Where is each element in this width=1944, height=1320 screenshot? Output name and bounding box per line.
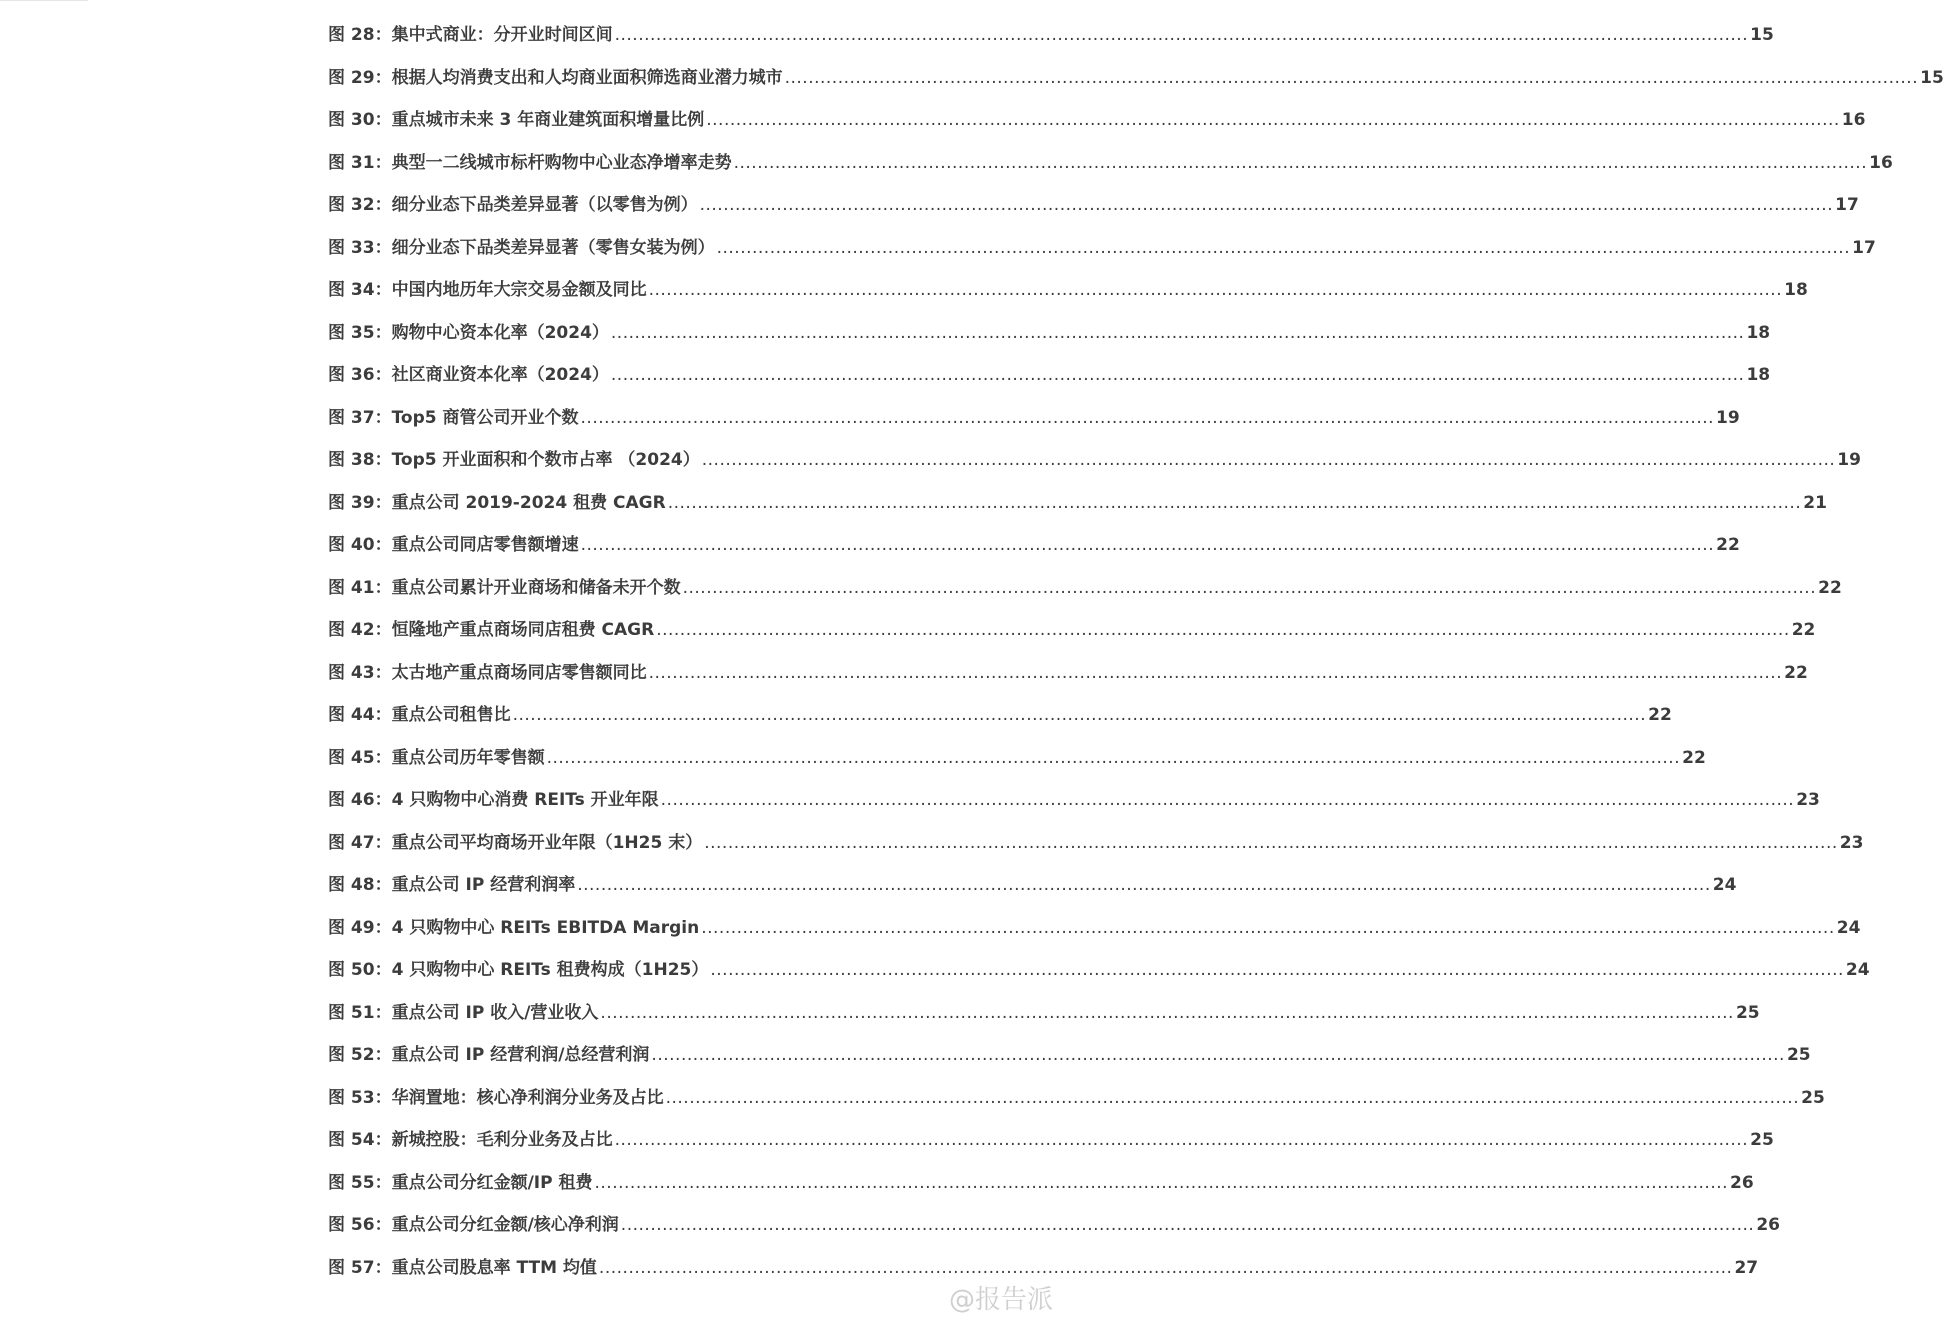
toc-entry[interactable] — [328, 403, 1740, 446]
page-number: 17 — [1852, 237, 1876, 258]
toc-entry[interactable] — [328, 658, 1808, 701]
page-number: 25 — [1750, 1130, 1774, 1150]
figure-label: 图 52： — [328, 1045, 392, 1065]
page-number: 23 — [1839, 832, 1864, 853]
toc-entry[interactable] — [328, 318, 1771, 361]
figure-title: 4 只购物中心 REITs 租费构成（1H25） — [391, 960, 709, 980]
figure-label: 图 53： — [328, 1087, 392, 1108]
page-number: 27 — [1734, 1257, 1759, 1278]
figure-label: 图 35： — [328, 322, 392, 343]
figure-title: 购物中心资本化率（2024） — [391, 322, 609, 343]
dot-leader — [581, 408, 1715, 428]
figure-title: Top5 开业面积和个数市占率 （2024） — [391, 450, 700, 470]
figure-label: 图 47： — [328, 832, 392, 853]
figure-title: 重点公司历年零售额 — [391, 747, 545, 768]
dot-leader — [513, 705, 1647, 725]
figure-title: 重点城市未来 3 年商业建筑面积增量比例 — [391, 110, 705, 130]
table-of-figures — [328, 20, 1944, 1295]
page-number: 16 — [1869, 152, 1893, 173]
toc-entry[interactable] — [328, 445, 1861, 488]
dot-leader — [547, 748, 1681, 768]
page-number: 18 — [1746, 365, 1771, 385]
dot-leader — [734, 153, 1868, 173]
page-number: 24 — [1845, 960, 1870, 980]
toc-entry[interactable] — [328, 530, 1740, 573]
figure-title: 典型一二线城市标杆购物中心业态净增率走势 — [391, 152, 732, 173]
dot-leader — [710, 960, 1844, 980]
toc-entry[interactable] — [328, 913, 1861, 956]
dot-leader — [661, 790, 1795, 810]
dot-leader — [600, 1003, 1734, 1023]
page-number: 23 — [1796, 790, 1820, 810]
figure-label: 图 28： — [328, 25, 392, 45]
dot-leader — [649, 280, 1783, 300]
page-number: 25 — [1801, 1087, 1825, 1108]
toc-entry[interactable] — [328, 190, 1859, 233]
figure-title: 社区商业资本化率（2024） — [391, 365, 609, 385]
dot-leader — [577, 875, 1711, 895]
toc-entry[interactable] — [328, 360, 1771, 403]
figure-label: 图 40： — [328, 535, 392, 555]
figure-title: 集中式商业：分开业时间区间 — [391, 25, 613, 45]
page-number: 15 — [1750, 25, 1774, 45]
figure-title: 重点公司分红金额/核心净利润 — [391, 1215, 619, 1235]
dot-leader — [666, 1088, 1800, 1108]
dot-leader — [651, 1045, 1785, 1065]
page-number: 19 — [1716, 407, 1740, 428]
figure-label: 图 51： — [328, 1002, 392, 1023]
dot-leader — [700, 195, 1834, 215]
toc-entry[interactable] — [328, 615, 1816, 658]
toc-entry[interactable] — [328, 63, 1944, 106]
figure-title: 细分业态下品类差异显著（以零售为例） — [391, 195, 698, 215]
figure-title: 重点公司累计开业商场和储备未开个数 — [391, 577, 681, 598]
page-number: 18 — [1784, 280, 1808, 300]
dot-leader — [599, 1258, 1733, 1278]
toc-entry[interactable] — [328, 1040, 1811, 1083]
dot-leader — [595, 1173, 1729, 1193]
toc-entry[interactable] — [328, 148, 1893, 191]
figure-title: 中国内地历年大宗交易金额及同比 — [391, 280, 647, 300]
toc-entry[interactable] — [328, 998, 1760, 1041]
page-number: 22 — [1648, 705, 1672, 725]
figure-title: 重点公司租售比 — [391, 705, 511, 725]
page-number: 22 — [1682, 747, 1706, 768]
figure-label: 图 46： — [328, 790, 392, 810]
toc-entry[interactable] — [328, 1125, 1774, 1168]
figure-label: 图 57： — [328, 1257, 392, 1278]
page-number: 15 — [1920, 67, 1944, 88]
toc-entry[interactable] — [328, 573, 1842, 616]
figure-label: 图 49： — [328, 917, 392, 938]
figure-title: 恒隆地产重点商场同店租费 CAGR — [391, 620, 655, 640]
dot-leader — [611, 365, 1745, 385]
page-number: 22 — [1818, 577, 1842, 598]
page-number: 16 — [1841, 110, 1866, 130]
watermark: @报告派 — [948, 1285, 1053, 1315]
figure-label: 图 33： — [328, 237, 392, 258]
toc-entry[interactable] — [328, 1210, 1780, 1253]
toc-entry[interactable] — [328, 1083, 1825, 1126]
dot-leader — [704, 833, 1838, 853]
figure-title: 新城控股：毛利分业务及占比 — [391, 1130, 613, 1150]
toc-entry[interactable] — [328, 955, 1870, 998]
toc-entry[interactable] — [328, 275, 1808, 318]
figure-title: 重点公司股息率 TTM 均值 — [391, 1257, 597, 1278]
dot-leader — [717, 238, 1851, 258]
figure-label: 图 55： — [328, 1172, 392, 1193]
page-number: 17 — [1835, 195, 1859, 215]
page-number: 19 — [1837, 450, 1861, 470]
figure-label: 图 41： — [328, 577, 392, 598]
toc-entry[interactable] — [328, 828, 1864, 871]
dot-leader — [656, 620, 1790, 640]
page-number: 25 — [1786, 1045, 1811, 1065]
figure-label: 图 50： — [328, 960, 392, 980]
dot-leader — [706, 110, 1840, 130]
page-number: 24 — [1712, 875, 1737, 895]
dot-leader — [701, 918, 1835, 938]
figure-label: 图 34： — [328, 280, 392, 300]
dot-leader — [649, 663, 1783, 683]
figure-label: 图 30： — [328, 110, 392, 130]
figure-label: 图 29： — [328, 67, 392, 88]
toc-entry[interactable] — [328, 20, 1774, 63]
page-number: 24 — [1836, 917, 1861, 938]
dot-leader — [785, 68, 1919, 88]
page-number: 22 — [1784, 662, 1808, 683]
page-number: 18 — [1746, 322, 1771, 343]
dot-leader — [581, 535, 1715, 555]
toc-entry[interactable] — [328, 1253, 1759, 1296]
figure-label: 图 42： — [328, 620, 392, 640]
toc-entry[interactable] — [328, 785, 1820, 828]
top-divider — [0, 0, 88, 1]
figure-title: 4 只购物中心 REITs EBITDA Margin — [391, 917, 700, 938]
toc-entry[interactable] — [328, 700, 1672, 743]
figure-label: 图 48： — [328, 875, 392, 895]
figure-title: 太古地产重点商场同店零售额同比 — [391, 662, 647, 683]
figure-label: 图 43： — [328, 662, 392, 683]
toc-entry[interactable] — [328, 870, 1737, 913]
figure-label: 图 44： — [328, 705, 392, 725]
dot-leader — [668, 493, 1802, 513]
toc-entry[interactable] — [328, 1168, 1754, 1211]
figure-label: 图 56： — [328, 1215, 392, 1235]
page-number: 26 — [1756, 1215, 1780, 1235]
figure-label: 图 32： — [328, 195, 392, 215]
figure-label: 图 36： — [328, 365, 392, 385]
figure-title: 重点公司 IP 经营利润率 — [391, 875, 576, 895]
figure-title: 重点公司 2019-2024 租费 CAGR — [391, 492, 666, 513]
figure-title: 重点公司 IP 经营利润/总经营利润 — [391, 1045, 650, 1065]
figure-label: 图 39： — [328, 492, 392, 513]
page-number: 21 — [1803, 492, 1827, 513]
figure-label: 图 31： — [328, 152, 392, 173]
figure-label: 图 45： — [328, 747, 392, 768]
figure-title: 根据人均消费支出和人均商业面积筛选商业潜力城市 — [391, 67, 783, 88]
figure-title: 重点公司分红金额/IP 租费 — [391, 1172, 593, 1193]
figure-label: 图 54： — [328, 1130, 392, 1150]
page-number: 26 — [1730, 1172, 1754, 1193]
figure-title: Top5 商管公司开业个数 — [391, 407, 579, 428]
figure-title: 重点公司同店零售额增速 — [391, 535, 579, 555]
figure-label: 图 37： — [328, 407, 392, 428]
dot-leader — [615, 25, 1749, 45]
toc-entry[interactable] — [328, 488, 1827, 531]
toc-entry[interactable] — [328, 233, 1876, 276]
figure-title: 重点公司 IP 收入/营业收入 — [391, 1002, 599, 1023]
figure-title: 重点公司平均商场开业年限（1H25 末） — [391, 832, 703, 853]
figure-title: 4 只购物中心消费 REITs 开业年限 — [391, 790, 659, 810]
figure-label: 图 38： — [328, 450, 392, 470]
page-number: 25 — [1735, 1002, 1760, 1023]
dot-leader — [683, 578, 1817, 598]
figure-title: 细分业态下品类差异显著（零售女装为例） — [391, 237, 715, 258]
figure-title: 华润置地：核心净利润分业务及占比 — [391, 1087, 664, 1108]
toc-entry[interactable] — [328, 743, 1706, 786]
dot-leader — [615, 1130, 1749, 1150]
page-number: 22 — [1716, 535, 1740, 555]
dot-leader — [621, 1215, 1755, 1235]
page-number: 22 — [1791, 620, 1816, 640]
toc-entry[interactable] — [328, 105, 1866, 148]
dot-leader — [611, 323, 1745, 343]
dot-leader — [702, 450, 1836, 470]
